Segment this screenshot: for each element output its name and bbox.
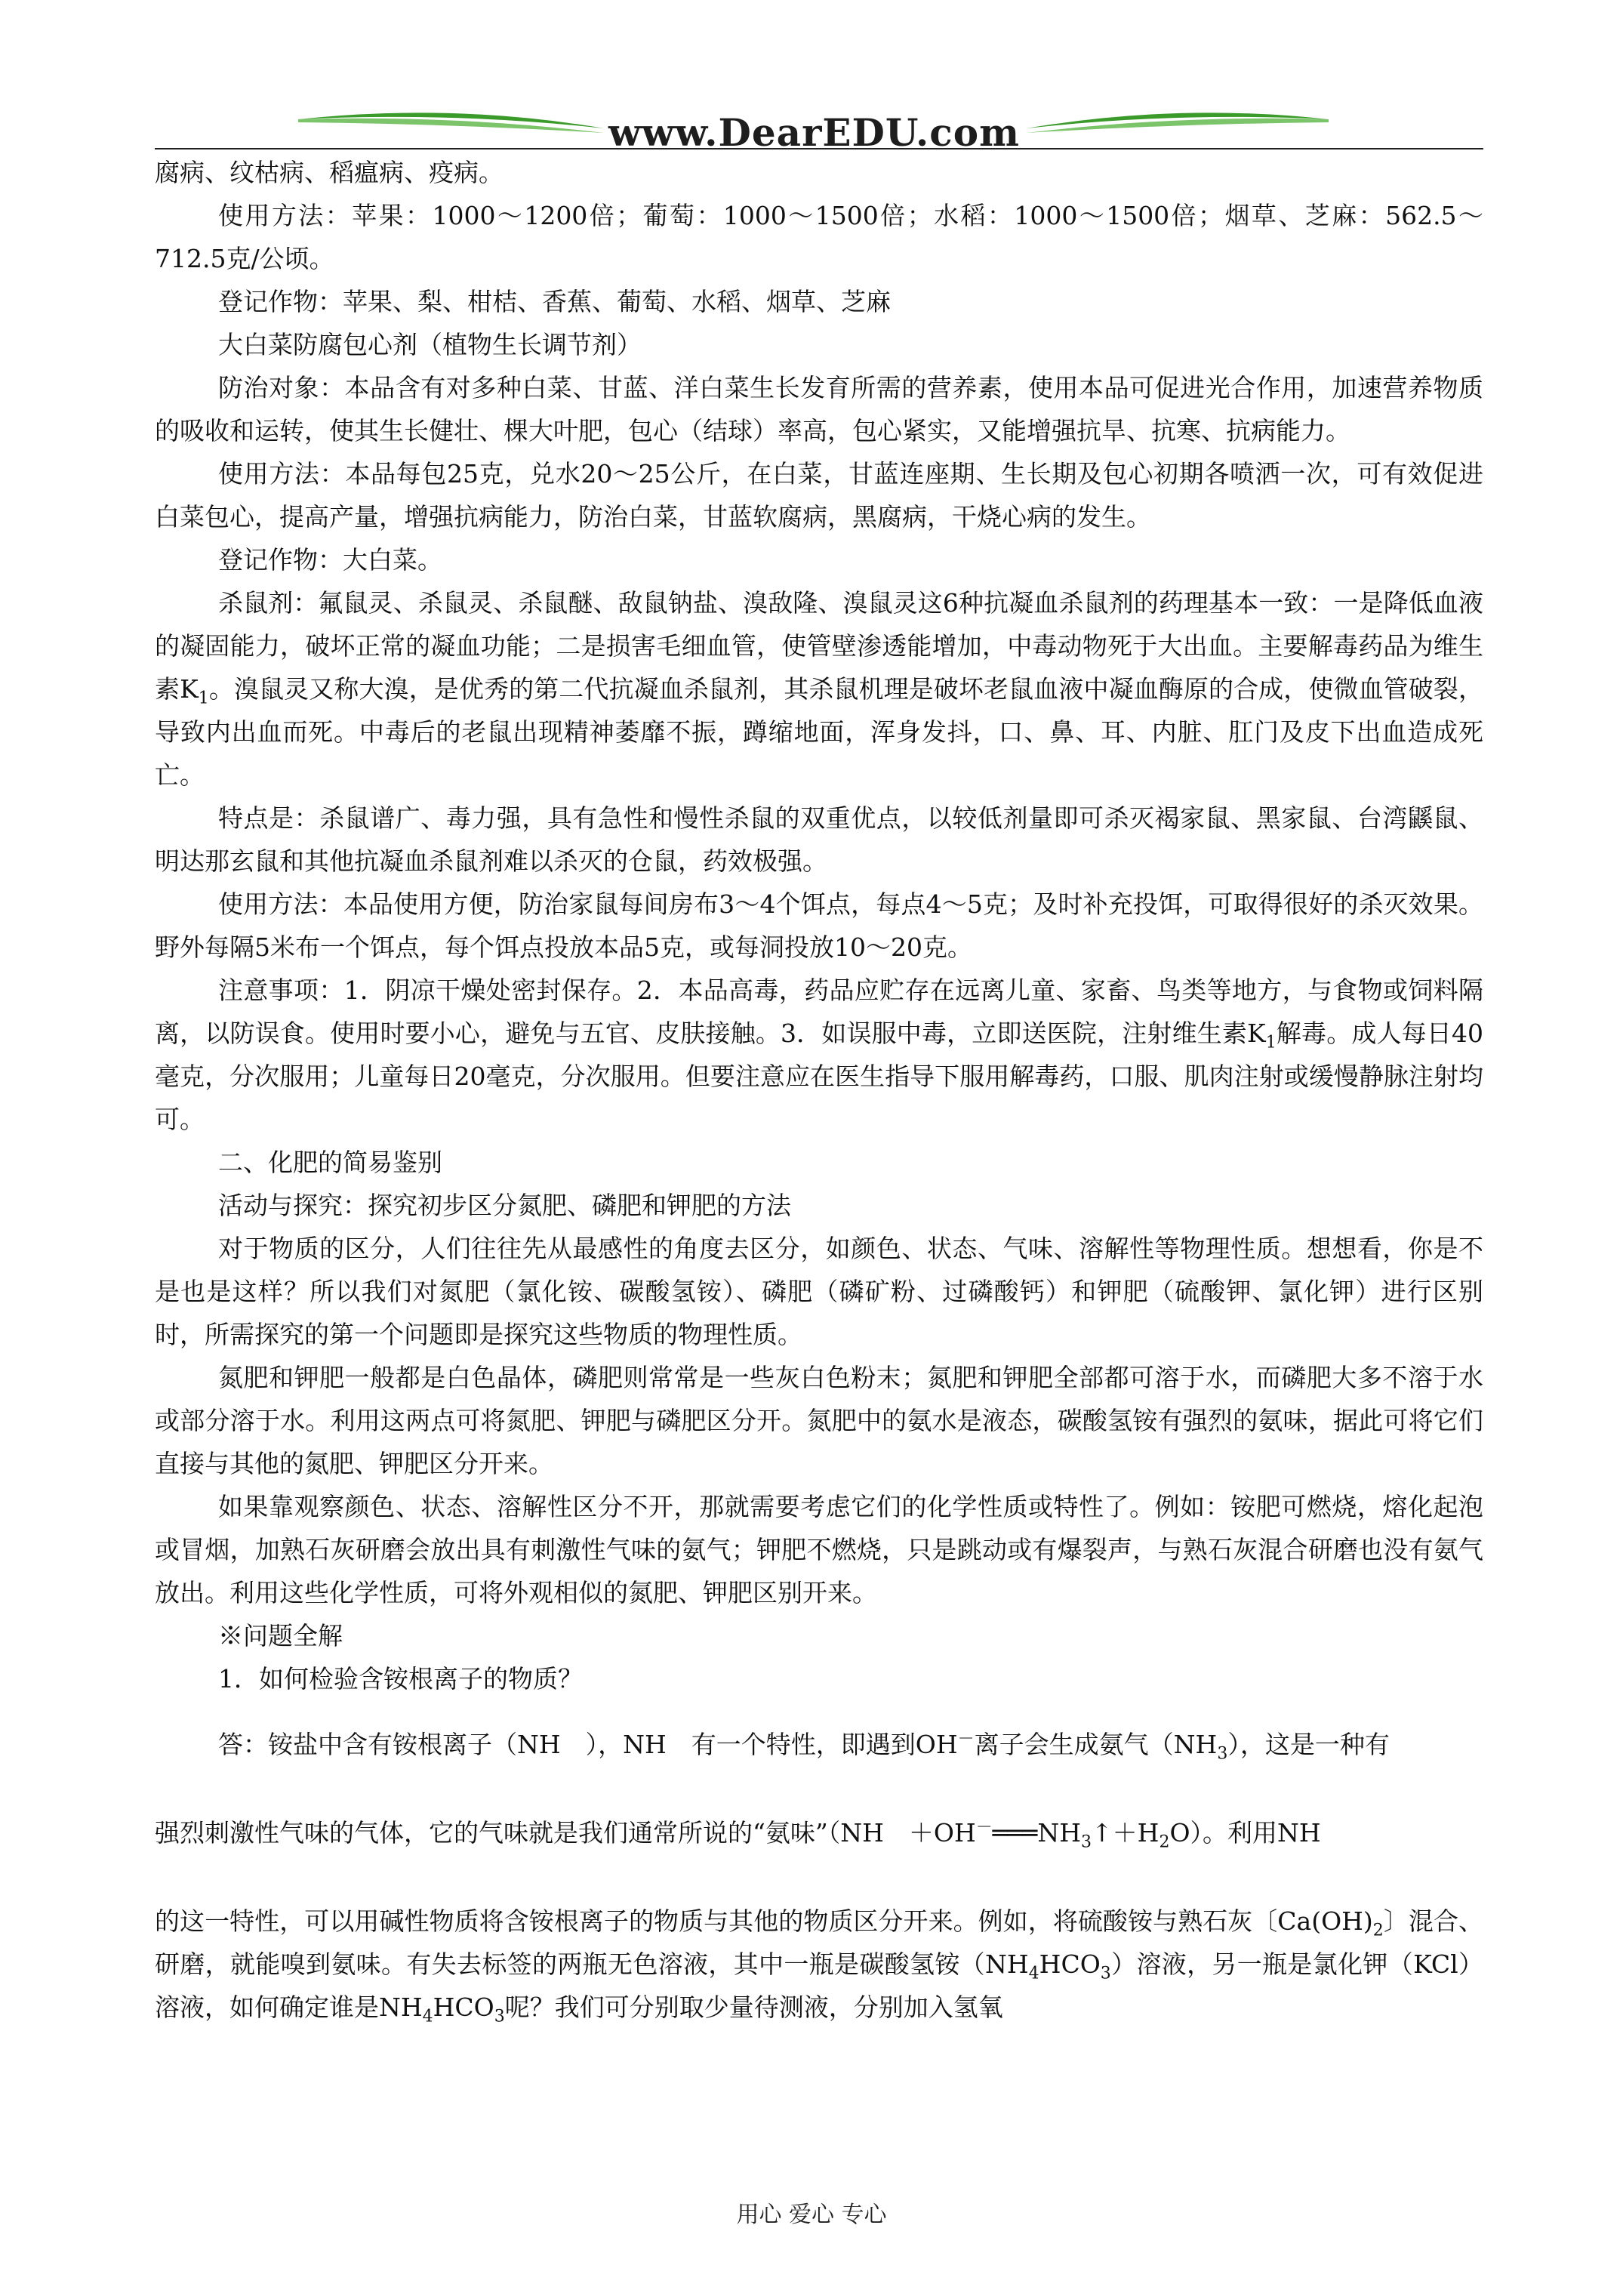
text-run: 答：铵盐中含有铵根离子（NH ），NH 有一个特性，即遇到OH [218,1730,958,1759]
subscript: 1 [1265,1033,1277,1052]
paragraph: 登记作物：苹果、梨、柑桔、香蕉、葡萄、水稻、烟草、芝麻 [218,287,891,316]
paragraph: 使用方法：本品使用方便，防治家鼠每间房布3～4个饵点，每点4～5克；及时补充投饵，可取得很好的杀灭效果。野外每隔5米布一个饵点，每个饵点投放本品5克，或每洞投放10～20克。 [155,889,1483,962]
paragraph [155,1811,1483,1854]
paragraph [155,1900,1483,2029]
subscript: 1 [198,689,209,708]
text-run: 离子会生成氨气（NH [974,1730,1218,1759]
paragraph-heading: 大白菜防腐包心剂（植物生长调节剂） [218,330,642,359]
paragraph: 使用方法：本品每包25克，兑水20～25公斤，在白菜，甘蓝连座期、生长期及包心初期各喷洒一次，可有效促进白菜包心，提高产量，增强抗病能力，防治白菜，甘蓝软腐病，黑腐病，干烧心病的发生。 [155,459,1483,532]
paragraph: 活动与探究：探究初步区分氮肥、磷肥和钾肥的方法 [218,1191,791,1220]
subscript: 3 [1217,1744,1228,1764]
paragraph: 使用方法：苹果：1000～1200倍；葡萄：1000～1500倍；水稻：1000～1500倍；烟草、芝麻：562.5～712.5克/公顷。 [155,201,1483,273]
text-run: ═══NH [992,1818,1082,1848]
subscript: 3 [1081,1832,1092,1852]
subscript: 4 [1028,1964,1039,1983]
subscript: 3 [1100,1964,1111,1983]
subscript: 3 [494,2007,505,2026]
subscript: 2 [1372,1921,1384,1940]
header-divider [155,148,1483,149]
superscript: － [957,1730,975,1749]
text-run: 解毒。成人每日40毫克，分次服用；儿童每日20毫克，分次服用。但要注意应在医生指导下服用解毒药，口服、肌肉注射或缓慢静脉注射均可。 [155,1019,1483,1134]
paragraph [155,1723,1483,1766]
text-run: 杀鼠剂：氟鼠灵、杀鼠灵、杀鼠醚、敌鼠钠盐、溴敌隆、溴鼠灵这6种抗凝血杀鼠剂的药理基本一致：一是降低血液的凝固能力，破坏正常的凝血功能；二是损害毛细血管，使管壁渗透能增加，中毒动物死于大出血。主要解毒药品为维生素K [155,588,1483,704]
page-footer: 用心 爱心 专心 [736,2202,887,2228]
text-run: 强烈刺激性气味的气体，它的气味就是我们通常所说的“氨味”（NH ＋OH [155,1818,976,1848]
paragraph: 氮肥和钾肥一般都是白色晶体，磷肥则常常是一些灰白色粉末；氮肥和钾肥全部都可溶于水，而磷肥大多不溶于水或部分溶于水。利用这两点可将氮肥、钾肥与磷肥区分开。氮肥中的氨水是液态，碳酸氢铵有强烈的氨味，据此可将它们直接与其他的氮肥、钾肥区分开来。 [155,1363,1483,1478]
paragraph [155,581,1483,797]
subscript: 2 [1159,1832,1170,1852]
question: 1．如何检验含铵根离子的物质？ [218,1664,583,1693]
subscript: 4 [422,2007,433,2026]
site-logo[interactable]: www.DearEDU.com [608,110,1021,155]
paragraph: 防治对象：本品含有对多种白菜、甘蓝、洋白菜生长发育所需的营养素，使用本品可促进光合作用，加速营养物质的吸收和运转，使其生长健壮、棵大叶肥，包心（结球）率高，包心紧实，又能增强抗旱、抗寒、抗病能力。 [155,373,1483,445]
text-run: HCO [433,1992,494,2022]
document-body [155,151,1483,2029]
text-run: HCO [1039,1949,1101,1979]
section-heading: ※问题全解 [218,1621,343,1650]
paragraph [155,969,1483,1141]
paragraph: 腐病、纹枯病、稻瘟病、疫病。 [155,158,504,187]
text-run: ）溶液，另一瓶是氯化钾（KCl）溶液，如何确定谁是NH [155,1949,1484,2022]
text-run: 〕混合、研磨，就能嗅到氨味。有失去标签的两瓶无色溶液，其中一瓶是碳酸氢铵（NH [155,1906,1484,1979]
text-run: 的这一特性，可以用碱性物质将含铵根离子的物质与其他的物质区分开来。例如，将硫酸铵与熟石灰〔Ca(OH) [155,1906,1373,1936]
text-run: 注意事项：1．阴凉干燥处密封保存。2．本品高毒，药品应贮存在远离儿童、家畜、鸟类等地方，与食物或饲料隔离，以防误食。使用时要小心，避免与五官、皮肤接触。3．如误服中毒，立即送医院，注射维生素K [155,975,1483,1048]
paragraph: 特点是：杀鼠谱广、毒力强，具有急性和慢性杀鼠的双重优点，以较低剂量即可杀灭褐家鼠、黑家鼠、台湾鼷鼠、明达那玄鼠和其他抗凝血杀鼠剂难以杀灭的仓鼠，药效极强。 [155,803,1483,876]
text-run: 。溴鼠灵又称大溴，是优秀的第二代抗凝血杀鼠剂，其杀鼠机理是破坏老鼠血液中凝血酶原的合成，使微血管破裂，导致内出血而死。中毒后的老鼠出现精神萎靡不振，蹲缩地面，浑身发抖，口、鼻、耳、内脏、肛门及皮下出血造成死亡。 [155,674,1484,790]
paragraph: 对于物质的区分，人们往往先从最感性的角度去区分，如颜色、状态、气味、溶解性等物理性质。想想看，你是不是也是这样？所以我们对氮肥（氯化铵、碳酸氢铵）、磷肥（磷矿粉、过磷酸钙）和钾肥（硫酸钾、氯化钾）进行区别时，所需探究的第一个问题即是探究这些物质的物理性质。 [155,1234,1483,1349]
text-run: O）。利用NH [1169,1818,1321,1848]
section-heading: 二、化肥的简易鉴别 [218,1148,442,1177]
text-run: ），这是一种有 [1227,1730,1390,1759]
paragraph: 如果靠观察颜色、状态、溶解性区分不开，那就需要考虑它们的化学性质或特性了。例如：铵肥可燃烧，熔化起泡或冒烟，加熟石灰研磨会放出具有刺激性气味的氨气；钾肥不燃烧，只是跳动或有爆裂声，与熟石灰混合研磨也没有氨气放出。利用这些化学性质，可将外观相似的氮肥、钾肥区别开来。 [155,1492,1483,1607]
paragraph: 登记作物：大白菜。 [218,545,442,575]
superscript: － [975,1818,993,1837]
text-run: ↑＋H [1092,1818,1160,1848]
text-run: 呢？我们可分别取少量待测液，分别加入氢氧 [504,1992,1003,2022]
